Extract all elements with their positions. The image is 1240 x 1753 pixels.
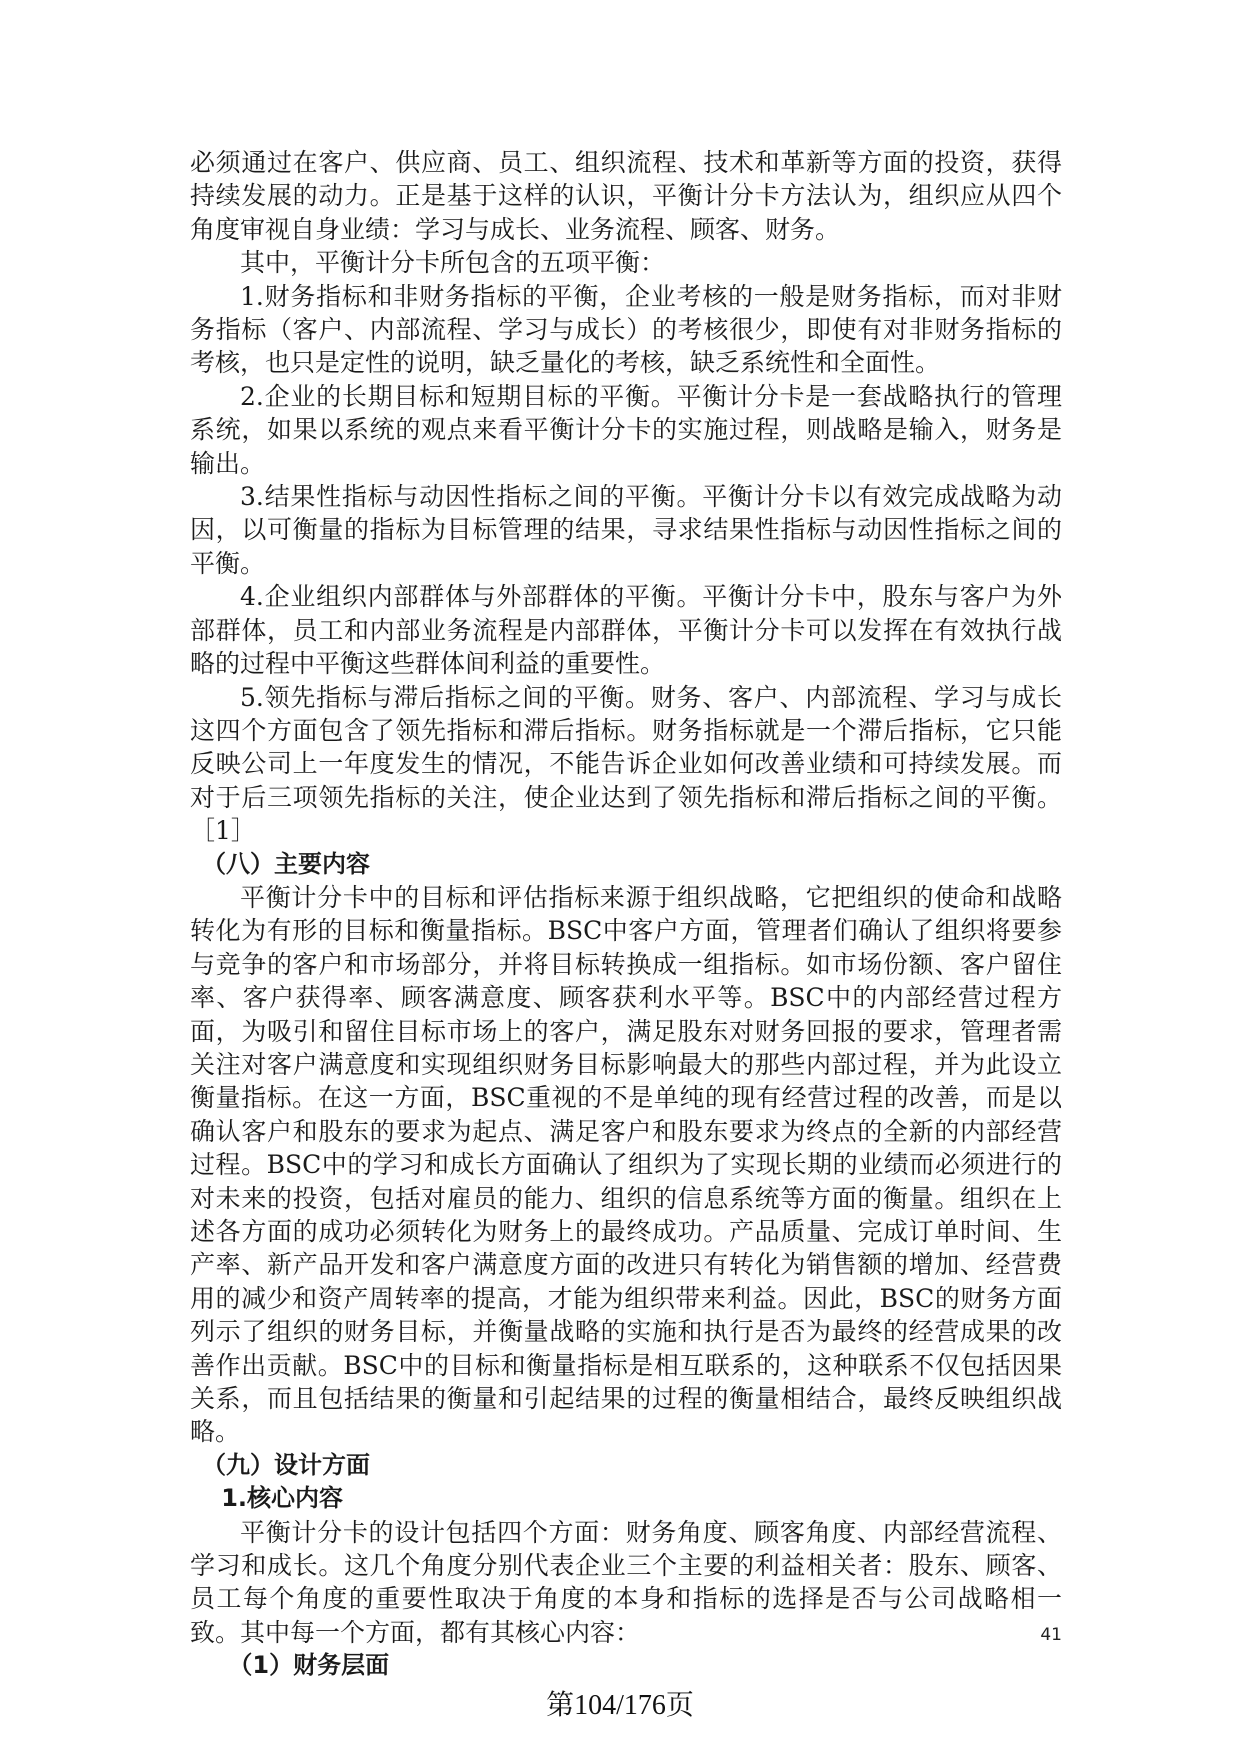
subheading-core-content: 1.核心内容 — [221, 1484, 344, 1513]
paragraph-balance-1: 1.财务指标和非财务指标的平衡，企业考核的一般是财务指标，而对非财务指标（客户、内部流程、学习与成长）的考核很少，即使有对非财务指标的考核，也只是定性的说明，缺乏量化的考核，缺乏系统性和全面性。 — [190, 281, 1062, 378]
paragraph-main-content: 平衡计分卡中的目标和评估指标来源于组织战略，它把组织的使命和战略转化为有形的目标和衡量指标。BSC中客户方面，管理者们确认了组织将要参与竞争的客户和市场部分，并将目标转换成一组指标。如市场份额、客户留住率、客户获得率、顾客满意度、顾客获利水平等。BSC中的内部经营过程方面，为吸引和留住目标市场上的客户，满足股东对财务回报的要求，管理者需关注对客户满意度和实现组织财务目标影响最大的那些内部过程，并为此设立衡量指标。在这一方面，BSC重视的不是单纯的现有经营过程的改善，而是以确认客户和股东的要求为起点、满足客户和股东要求为终点的全新的内部经营过程。BSC中的学习和成长方面确认了组织为了实现长期的业绩而必须进行的对未来的投资，包括对雇员的能力、组织的信息系统等方面的衡量。组织在上述各方面的成功必须转化为财务上的最终成功。产品质量、完成订单时间、生产率、新产品开发和客户满意度方面的改进只有转化为销售额的增加、经营费用的减少和资产周转率的提高，才能为组织带来利益。因此，BSC的财务方面列示了组织的财务目标，并衡量战略的实施和执行是否为最终的经营成果的改善作出贡献。BSC中的目标和衡量指标是相互联系的，这种联系不仅包括因果关系，而且包括结果的衡量和引起结果的过程的衡量相结合，最终反映组织战略。 — [190, 882, 1062, 1447]
paragraph-balance-2: 2.企业的长期目标和短期目标的平衡。平衡计分卡是一套战略执行的管理系统，如果以系统的观点来看平衡计分卡的实施过程，则战略是输入，财务是输出。 — [190, 381, 1062, 478]
subheading-financial-level: （1）财务层面 — [228, 1651, 390, 1680]
document-body — [190, 146, 1062, 1683]
paragraph-balance-3: 3.结果性指标与动因性指标之间的平衡。平衡计分卡以有效完成战略为动因，以可衡量的指标为目标管理的结果，寻求结果性指标与动因性指标之间的平衡。 — [190, 482, 1062, 578]
pager-footer: 第104/176页 — [546, 1690, 694, 1721]
paragraph-five-balances-intro: 其中，平衡计分卡所包含的五项平衡： — [240, 248, 666, 278]
paragraph-intro: 必须通过在客户、供应商、员工、组织流程、技术和革新等方面的投资，获得持续发展的动力。正是基于这样的认识，平衡计分卡方法认为，组织应从四个角度审视自身业绩：学习与成长、业务流程、顾客、财务。 — [190, 148, 1062, 244]
section-heading-main-content: （八）主要内容 — [202, 849, 370, 878]
section-heading-design: （九）设计方面 — [202, 1450, 370, 1479]
paragraph-balance-4: 4.企业组织内部群体与外部群体的平衡。平衡计分卡中，股东与客户为外部群体，员工和内部业务流程是内部群体，平衡计分卡可以发挥在有效执行战略的过程中平衡这些群体间利益的重要性。 — [190, 582, 1062, 679]
paragraph-design: 平衡计分卡的设计包括四个方面：财务角度、顾客角度、内部经营流程、学习和成长。这几个角度分别代表企业三个主要的利益相关者：股东、顾客、员工每个角度的重要性取决于角度的本身和指标的选择是否与公司战略相一致。其中每一个方面，都有其核心内容： — [190, 1517, 1062, 1647]
page-number: 41 — [1040, 1625, 1062, 1645]
paragraph-balance-5: 5.领先指标与滞后指标之间的平衡。财务、客户、内部流程、学习与成长这四个方面包含了领先指标和滞后指标。财务指标就是一个滞后指标，它只能反映公司上一年度发生的情况，不能告诉企业如何改善业绩和可持续发展。而对于后三项领先指标的关注，使企业达到了领先指标和滞后指标之间的平衡。 ［1］ — [190, 682, 1062, 846]
